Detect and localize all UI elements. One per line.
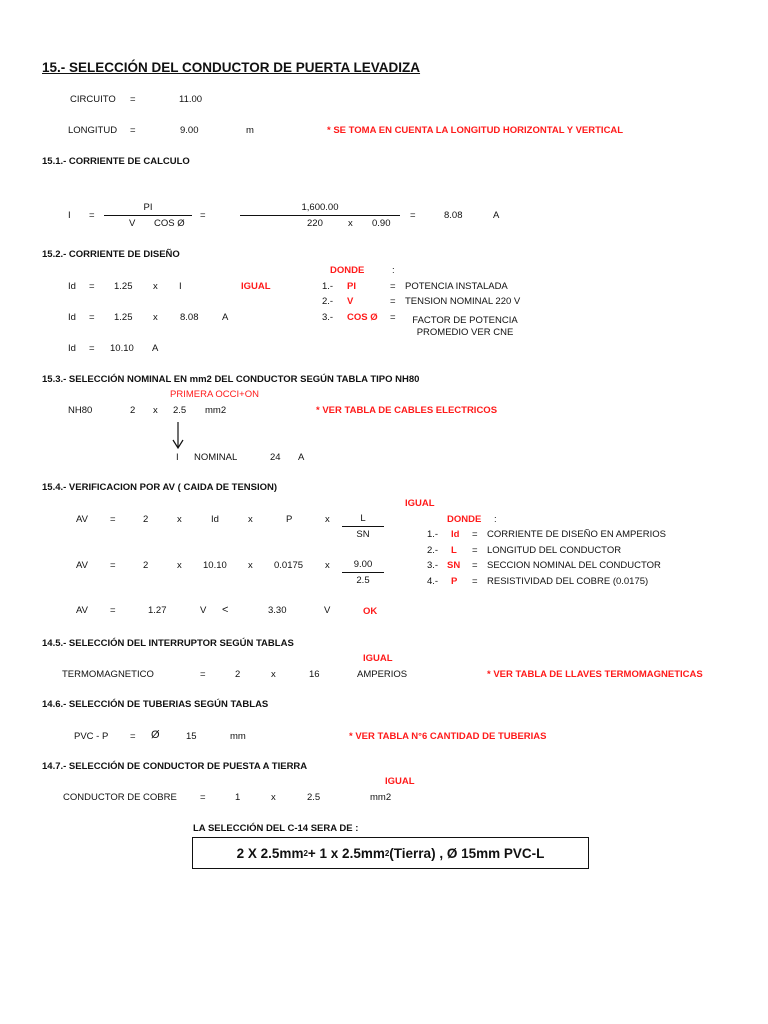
primera-label: PRIMERA OCCI+ON (170, 389, 259, 400)
av-row2-factor: 2 (143, 560, 149, 571)
av-row3-lt: < (222, 604, 229, 616)
nominal-unit: A (298, 452, 305, 463)
av-ok-label: OK (363, 606, 378, 617)
def-eq: = (390, 281, 396, 292)
donde-label: DONDE (330, 265, 365, 276)
def-desc: POTENCIA INSTALADA (405, 281, 508, 292)
def-num: 2.- (322, 296, 334, 307)
def-desc-line1: FACTOR DE POTENCIA (412, 315, 518, 326)
id-row1-sym: Id (68, 281, 76, 292)
av-row2-x: x (248, 560, 253, 571)
av-row2-sn: 2.5 (356, 575, 370, 586)
av-row3-sym: AV (76, 605, 88, 616)
section-14-5-heading: 14.5.- SELECCIÓN DEL INTERRUPTOR SEGÚN TABLAS (42, 638, 294, 649)
nominal-value: 24 (270, 452, 281, 463)
pvc-note: * VER TABLA N°6 CANTIDAD DE TUBERIAS (349, 731, 547, 742)
av-row3-unit: V (200, 605, 207, 616)
nh80-count: 2 (130, 405, 136, 416)
def-sym: PI (347, 281, 356, 292)
donde-colon: : (392, 265, 395, 276)
igual-label: IGUAL (241, 281, 271, 292)
cobre-count: 1 (235, 792, 241, 803)
pvc-eq: = (130, 731, 136, 742)
id-row1-factor: 1.25 (114, 281, 133, 292)
circuito-label: CIRCUITO (70, 94, 116, 105)
nh80-section: 2.5 (173, 405, 187, 416)
formula-den-v: V (129, 218, 136, 229)
av-row1-l: L (360, 513, 366, 524)
av-row2-x: x (325, 560, 330, 571)
igual-label: IGUAL (405, 498, 435, 509)
final-selection-box (192, 837, 589, 869)
formula-num-value: 1,600.00 (301, 202, 339, 213)
id-row1-i: I (179, 281, 182, 292)
formula-den-a: 220 (307, 218, 323, 229)
av-row2-id: 10.10 (203, 560, 227, 571)
igual-label: IGUAL (385, 776, 415, 787)
av-row1-id: Id (211, 514, 219, 525)
final-part-1: 2 X 2.5mm (236, 845, 304, 861)
def-eq: = (472, 545, 478, 556)
section-15-4-heading: 15.4.- VERIFICACION POR AV ( CAIDA DE TENSION) (42, 482, 278, 493)
av-row2-p: 0.0175 (274, 560, 304, 571)
formula-unit: A (493, 210, 500, 221)
final-sup-1: 2 (303, 848, 308, 858)
id-row2-unit: A (222, 312, 229, 323)
av-row3-limit: 3.30 (268, 605, 287, 616)
id-row1-x: x (153, 281, 158, 292)
nh80-unit: mm2 (205, 405, 227, 416)
pvc-label: PVC - P (74, 731, 109, 742)
av-row3-value: 1.27 (148, 605, 167, 616)
page-title: 15.- SELECCIÓN DEL CONDUCTOR DE PUERTA LEVADIZA (42, 60, 421, 75)
cobre-x: x (271, 792, 276, 803)
longitud-value: 9.00 (180, 125, 199, 136)
def-eq: = (472, 529, 478, 540)
cobre-eq: = (200, 792, 206, 803)
def-desc: TENSION NOMINAL 220 V (405, 296, 521, 307)
av-row1-x: x (248, 514, 253, 525)
id-row3-unit: A (152, 343, 159, 354)
nominal-i: I (176, 452, 179, 463)
def-num: 3.- (427, 560, 439, 571)
av-row2-l: 9.00 (353, 559, 373, 570)
formula-numerator: PI (143, 202, 153, 213)
section-15-2-heading: 15.2.- CORRIENTE DE DISEÑO (42, 249, 180, 260)
formula-eq1: = (89, 210, 95, 221)
def-sym: L (451, 545, 457, 556)
av-row1-x: x (325, 514, 330, 525)
av-row1-sym: AV (76, 514, 88, 525)
termo-unit: AMPERIOS (357, 669, 408, 680)
formula-den-b: 0.90 (372, 218, 391, 229)
def-eq: = (390, 312, 396, 323)
cobre-value: 2.5 (307, 792, 321, 803)
donde-colon: : (494, 514, 497, 525)
termo-note: * VER TABLA DE LLAVES TERMOMAGNETICAS (487, 669, 703, 680)
def-sym: COS Ø (347, 312, 378, 323)
av-row3-eq: = (110, 605, 116, 616)
def-num: 4.- (427, 576, 439, 587)
av-row1-x: x (177, 514, 182, 525)
def-num: 3.- (322, 312, 334, 323)
termo-eq: = (200, 669, 206, 680)
arrow-down-icon (170, 420, 186, 450)
final-sup-2: 2 (384, 848, 390, 858)
def-eq: = (472, 560, 478, 571)
def-num: 1.- (427, 529, 439, 540)
def-sym: P (451, 576, 458, 587)
diameter-icon: Ø (151, 729, 160, 741)
circuito-value: 11.00 (179, 94, 203, 105)
def-num: 2.- (427, 545, 439, 556)
id-row2-value: 8.08 (180, 312, 199, 323)
av-row3-unit2: V (324, 605, 331, 616)
termo-value: 16 (309, 669, 320, 680)
def-desc-line2: PROMEDIO VER CNE (416, 327, 514, 338)
id-row2-eq: = (89, 312, 95, 323)
nh80-x: x (153, 405, 158, 416)
formula-i: I (68, 210, 71, 221)
formula-eq2: = (200, 210, 206, 221)
final-label: LA SELECCIÓN DEL C-14 SERA DE : (193, 823, 359, 834)
fraction-bar-3 (342, 526, 384, 527)
donde-label: DONDE (447, 514, 482, 525)
section-14-7-heading: 14.7.- SELECCIÓN DE CONDUCTOR DE PUESTA A TIERRA (42, 761, 308, 772)
termo-label: TERMOMAGNETICO (62, 669, 154, 680)
id-row1-eq: = (89, 281, 95, 292)
termo-count: 2 (235, 669, 241, 680)
pvc-value: 15 (186, 731, 197, 742)
fraction-bar-1 (104, 215, 192, 216)
nh80-label: NH80 (68, 405, 93, 416)
igual-label: IGUAL (363, 653, 393, 664)
fraction-bar-2 (240, 215, 400, 216)
def-desc: SECCION NOMINAL DEL CONDUCTOR (487, 560, 661, 571)
id-row3-eq: = (89, 343, 95, 354)
def-sym: SN (447, 560, 461, 571)
id-row2-x: x (153, 312, 158, 323)
formula-den-x: x (348, 218, 353, 229)
nominal-label: NOMINAL (194, 452, 238, 463)
circuito-eq: = (130, 94, 136, 105)
fraction-bar-4 (342, 572, 384, 573)
formula-den-cos: COS Ø (154, 218, 185, 229)
termo-x: x (271, 669, 276, 680)
longitud-label: LONGITUD (68, 125, 118, 136)
def-eq: = (472, 576, 478, 587)
av-row2-sym: AV (76, 560, 88, 571)
longitud-unit: m (246, 125, 254, 136)
av-row2-eq: = (110, 560, 116, 571)
longitud-note: * SE TOMA EN CUENTA LA LONGITUD HORIZONTAL Y VERTICAL (327, 125, 624, 136)
def-sym: V (347, 296, 354, 307)
cobre-unit: mm2 (370, 792, 392, 803)
nh80-note: * VER TABLA DE CABLES ELECTRICOS (316, 405, 498, 416)
cobre-label: CONDUCTOR DE COBRE (63, 792, 177, 803)
def-sym: Id (451, 529, 460, 540)
section-15-3-heading: 15.3.- SELECCIÓN NOMINAL EN mm2 DEL CONDUCTOR SEGÚN TABLA TIPO NH80 (42, 374, 420, 385)
id-row2-sym: Id (68, 312, 76, 323)
id-row2-factor: 1.25 (114, 312, 133, 323)
av-row1-p: P (286, 514, 293, 525)
def-desc: LONGITUD DEL CONDUCTOR (487, 545, 622, 556)
formula-eq3: = (410, 210, 416, 221)
final-part-2: + 1 x 2.5mm (307, 845, 385, 861)
av-row2-x: x (177, 560, 182, 571)
av-row1-factor: 2 (143, 514, 149, 525)
def-num: 1.- (322, 281, 334, 292)
final-part-3: (Tierra) , Ø 15mm PVC-L (389, 845, 545, 861)
formula-result: 8.08 (444, 210, 463, 221)
section-15-1-heading: 15.1.- CORRIENTE DE CALCULO (42, 156, 190, 167)
av-row1-sn: SN (356, 529, 370, 540)
def-desc: CORRIENTE DE DISEÑO EN AMPERIOS (487, 529, 666, 540)
def-eq: = (390, 296, 396, 307)
def-desc: RESISTIVIDAD DEL COBRE (0.0175) (487, 576, 649, 587)
pvc-unit: mm (230, 731, 246, 742)
av-row1-eq: = (110, 514, 116, 525)
id-row3-value: 10.10 (110, 343, 134, 354)
longitud-eq: = (130, 125, 136, 136)
section-14-6-heading: 14.6.- SELECCIÓN DE TUBERIAS SEGÚN TABLAS (42, 699, 269, 710)
id-row3-sym: Id (68, 343, 76, 354)
